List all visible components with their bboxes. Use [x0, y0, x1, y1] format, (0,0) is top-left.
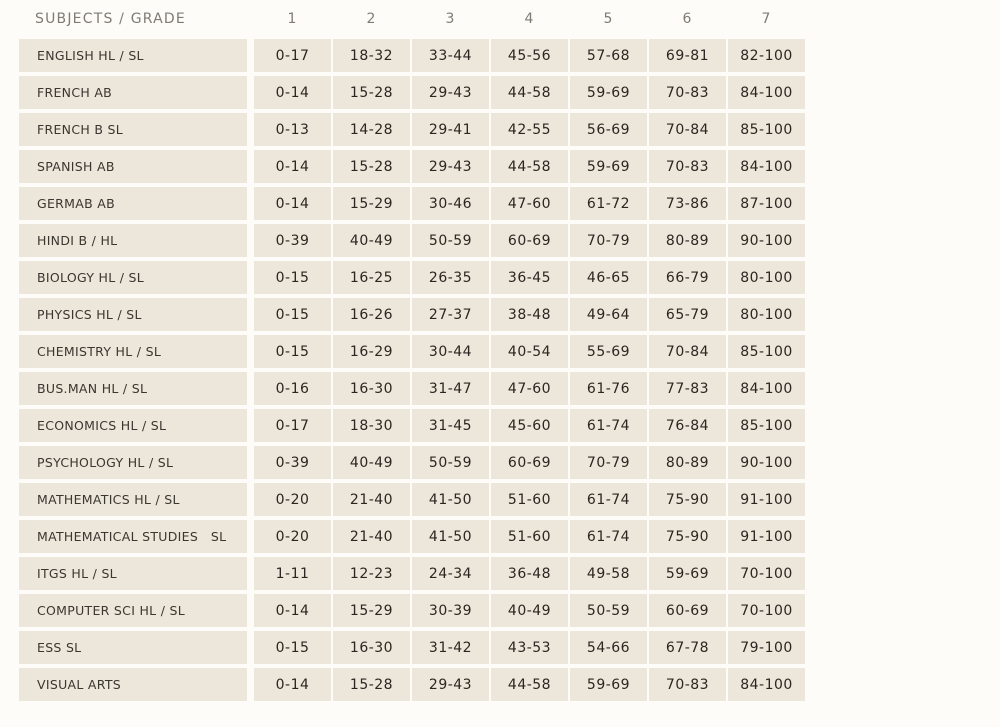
table-row — [19, 555, 806, 592]
grade-range-cell: 85-100 — [727, 333, 806, 370]
grade-range-cell: 36-48 — [490, 555, 569, 592]
grade-range-cell: 67-78 — [648, 629, 727, 666]
grade-range-cell: 0-14 — [253, 148, 332, 185]
grade-range-cell: 40-49 — [332, 222, 411, 259]
grade-range-cell: 45-60 — [490, 407, 569, 444]
grade-range-cell: 70-83 — [648, 666, 727, 703]
grade-range-cell: 59-69 — [648, 555, 727, 592]
grade-range-cell: 29-43 — [411, 74, 490, 111]
grade-range-cell: 44-58 — [490, 74, 569, 111]
grade-range-cell: 49-64 — [569, 296, 648, 333]
grade-range-cell: 30-39 — [411, 592, 490, 629]
subject-name: ITGS HL / SL — [19, 555, 247, 592]
grade-range-cell: 65-79 — [648, 296, 727, 333]
grade-range-cell: 26-35 — [411, 259, 490, 296]
grade-range-cell: 0-14 — [253, 666, 332, 703]
grade-range-cell: 76-84 — [648, 407, 727, 444]
grade-range-cell: 46-65 — [569, 259, 648, 296]
grade-range-cell: 60-69 — [490, 444, 569, 481]
subject-name: MATHEMATICAL STUDIES SL — [19, 518, 247, 555]
grade-range-cell: 15-29 — [332, 185, 411, 222]
grade-header: 5 — [603, 10, 614, 27]
table-row — [19, 444, 806, 481]
grade-range-cell: 60-69 — [490, 222, 569, 259]
grade-range-cell: 70-84 — [648, 333, 727, 370]
table-row — [19, 481, 806, 518]
table-row — [19, 629, 806, 666]
grade-range-cell: 0-17 — [253, 37, 332, 74]
subject-name: ENGLISH HL / SL — [19, 37, 247, 74]
grade-range-cell: 12-23 — [332, 555, 411, 592]
grade-range-cell: 30-46 — [411, 185, 490, 222]
grade-range-cell: 44-58 — [490, 148, 569, 185]
grade-range-cell: 49-58 — [569, 555, 648, 592]
grade-range-cell: 0-39 — [253, 222, 332, 259]
grade-range-cell: 0-14 — [253, 592, 332, 629]
grade-boundaries-table — [19, 0, 806, 703]
table-row — [19, 296, 806, 333]
subject-name: MATHEMATICS HL / SL — [19, 481, 247, 518]
grade-range-cell: 15-28 — [332, 148, 411, 185]
grade-range-cell: 77-83 — [648, 370, 727, 407]
grade-range-cell: 21-40 — [332, 481, 411, 518]
grade-range-cell: 40-49 — [332, 444, 411, 481]
grade-range-cell: 80-89 — [648, 222, 727, 259]
grade-range-cell: 56-69 — [569, 111, 648, 148]
grade-range-cell: 82-100 — [727, 37, 806, 74]
grade-header: 7 — [761, 10, 772, 27]
grade-range-cell: 70-79 — [569, 222, 648, 259]
subject-name: GERMAB AB — [19, 185, 247, 222]
table-row — [19, 259, 806, 296]
subject-name: ECONOMICS HL / SL — [19, 407, 247, 444]
grade-range-cell: 59-69 — [569, 74, 648, 111]
grade-range-cell: 73-86 — [648, 185, 727, 222]
grade-range-cell: 40-49 — [490, 592, 569, 629]
grade-range-cell: 18-30 — [332, 407, 411, 444]
grade-range-cell: 80-100 — [727, 296, 806, 333]
grade-range-cell: 47-60 — [490, 370, 569, 407]
grade-range-cell: 16-29 — [332, 333, 411, 370]
grade-range-cell: 21-40 — [332, 518, 411, 555]
subject-name: FRENCH AB — [19, 74, 247, 111]
grade-range-cell: 0-14 — [253, 185, 332, 222]
grade-range-cell: 43-53 — [490, 629, 569, 666]
table-row — [19, 37, 806, 74]
grade-range-cell: 90-100 — [727, 444, 806, 481]
grade-range-cell: 70-79 — [569, 444, 648, 481]
subject-name: BIOLOGY HL / SL — [19, 259, 247, 296]
grade-range-cell: 75-90 — [648, 518, 727, 555]
grade-range-cell: 61-74 — [569, 518, 648, 555]
grade-range-cell: 0-13 — [253, 111, 332, 148]
grade-range-cell: 90-100 — [727, 222, 806, 259]
grade-range-cell: 15-28 — [332, 666, 411, 703]
grade-range-cell: 0-17 — [253, 407, 332, 444]
table-row — [19, 666, 806, 703]
grade-range-cell: 91-100 — [727, 518, 806, 555]
grade-range-cell: 24-34 — [411, 555, 490, 592]
grade-range-cell: 51-60 — [490, 518, 569, 555]
grade-header: 6 — [682, 10, 693, 27]
grade-range-cell: 41-50 — [411, 518, 490, 555]
grade-range-cell: 15-29 — [332, 592, 411, 629]
grade-range-cell: 79-100 — [727, 629, 806, 666]
grade-range-cell: 61-76 — [569, 370, 648, 407]
grade-header: 4 — [524, 10, 535, 27]
table-row — [19, 74, 806, 111]
grade-range-cell: 1-11 — [253, 555, 332, 592]
grade-range-cell: 70-84 — [648, 111, 727, 148]
subject-name: ESS SL — [19, 629, 247, 666]
grade-range-cell: 15-28 — [332, 74, 411, 111]
grade-range-cell: 70-100 — [727, 555, 806, 592]
subject-name: HINDI B / HL — [19, 222, 247, 259]
grade-range-cell: 84-100 — [727, 666, 806, 703]
grade-range-cell: 45-56 — [490, 37, 569, 74]
subject-name: SPANISH AB — [19, 148, 247, 185]
grade-range-cell: 80-89 — [648, 444, 727, 481]
grade-range-cell: 59-69 — [569, 666, 648, 703]
grade-header: 2 — [366, 10, 377, 27]
grade-range-cell: 29-43 — [411, 666, 490, 703]
grade-range-cell: 85-100 — [727, 111, 806, 148]
grade-range-cell: 61-74 — [569, 407, 648, 444]
table-row — [19, 185, 806, 222]
grade-range-cell: 47-60 — [490, 185, 569, 222]
table-row — [19, 222, 806, 259]
grade-range-cell: 31-45 — [411, 407, 490, 444]
table-row — [19, 111, 806, 148]
subject-name: PHYSICS HL / SL — [19, 296, 247, 333]
table-body — [19, 37, 806, 703]
grade-header: 1 — [287, 10, 298, 27]
grade-range-cell: 31-42 — [411, 629, 490, 666]
grade-range-cell: 36-45 — [490, 259, 569, 296]
grade-range-cell: 66-79 — [648, 259, 727, 296]
grade-range-cell: 61-72 — [569, 185, 648, 222]
grade-range-cell: 16-30 — [332, 370, 411, 407]
grade-range-cell: 42-55 — [490, 111, 569, 148]
grade-range-cell: 27-37 — [411, 296, 490, 333]
table-row — [19, 148, 806, 185]
grade-range-cell: 57-68 — [569, 37, 648, 74]
grade-range-cell: 0-20 — [253, 481, 332, 518]
grade-range-cell: 33-44 — [411, 37, 490, 74]
table-row — [19, 407, 806, 444]
grade-range-cell: 0-15 — [253, 629, 332, 666]
grade-range-cell: 70-83 — [648, 148, 727, 185]
grade-range-cell: 54-66 — [569, 629, 648, 666]
grade-range-cell: 50-59 — [569, 592, 648, 629]
grade-range-cell: 30-44 — [411, 333, 490, 370]
grade-range-cell: 50-59 — [411, 222, 490, 259]
grade-range-cell: 29-43 — [411, 148, 490, 185]
grade-range-cell: 41-50 — [411, 481, 490, 518]
grade-range-cell: 0-20 — [253, 518, 332, 555]
grade-range-cell: 87-100 — [727, 185, 806, 222]
grade-range-cell: 18-32 — [332, 37, 411, 74]
grade-range-cell: 84-100 — [727, 370, 806, 407]
table-row — [19, 333, 806, 370]
grade-range-cell: 75-90 — [648, 481, 727, 518]
grade-range-cell: 60-69 — [648, 592, 727, 629]
grade-range-cell: 0-16 — [253, 370, 332, 407]
grade-range-cell: 16-26 — [332, 296, 411, 333]
grade-range-cell: 61-74 — [569, 481, 648, 518]
grade-range-cell: 16-30 — [332, 629, 411, 666]
subject-name: COMPUTER SCI HL / SL — [19, 592, 247, 629]
grade-range-cell: 70-83 — [648, 74, 727, 111]
grade-range-cell: 51-60 — [490, 481, 569, 518]
grade-range-cell: 91-100 — [727, 481, 806, 518]
grade-range-cell: 59-69 — [569, 148, 648, 185]
subject-name: VISUAL ARTS — [19, 666, 247, 703]
grade-range-cell: 38-48 — [490, 296, 569, 333]
grade-range-cell: 44-58 — [490, 666, 569, 703]
grade-range-cell: 16-25 — [332, 259, 411, 296]
table-row — [19, 518, 806, 555]
subject-name: CHEMISTRY HL / SL — [19, 333, 247, 370]
grade-range-cell: 0-15 — [253, 259, 332, 296]
grade-range-cell: 70-100 — [727, 592, 806, 629]
subject-grade-header: SUBJECTS / GRADE — [35, 10, 186, 27]
subject-name: FRENCH B SL — [19, 111, 247, 148]
table-row — [19, 592, 806, 629]
subject-name: PSYCHOLOGY HL / SL — [19, 444, 247, 481]
grade-range-cell: 0-15 — [253, 333, 332, 370]
grade-range-cell: 84-100 — [727, 148, 806, 185]
table-row — [19, 370, 806, 407]
grade-range-cell: 50-59 — [411, 444, 490, 481]
grade-range-cell: 80-100 — [727, 259, 806, 296]
subject-name: BUS.MAN HL / SL — [19, 370, 247, 407]
grade-range-cell: 69-81 — [648, 37, 727, 74]
grade-range-cell: 0-14 — [253, 74, 332, 111]
grade-range-cell: 84-100 — [727, 74, 806, 111]
grade-range-cell: 31-47 — [411, 370, 490, 407]
grade-range-cell: 40-54 — [490, 333, 569, 370]
grade-header: 3 — [445, 10, 456, 27]
grade-range-cell: 29-41 — [411, 111, 490, 148]
grade-range-cell: 85-100 — [727, 407, 806, 444]
grade-range-cell: 0-39 — [253, 444, 332, 481]
grade-range-cell: 0-15 — [253, 296, 332, 333]
table-header-row — [19, 0, 806, 37]
grade-range-cell: 55-69 — [569, 333, 648, 370]
grade-range-cell: 14-28 — [332, 111, 411, 148]
